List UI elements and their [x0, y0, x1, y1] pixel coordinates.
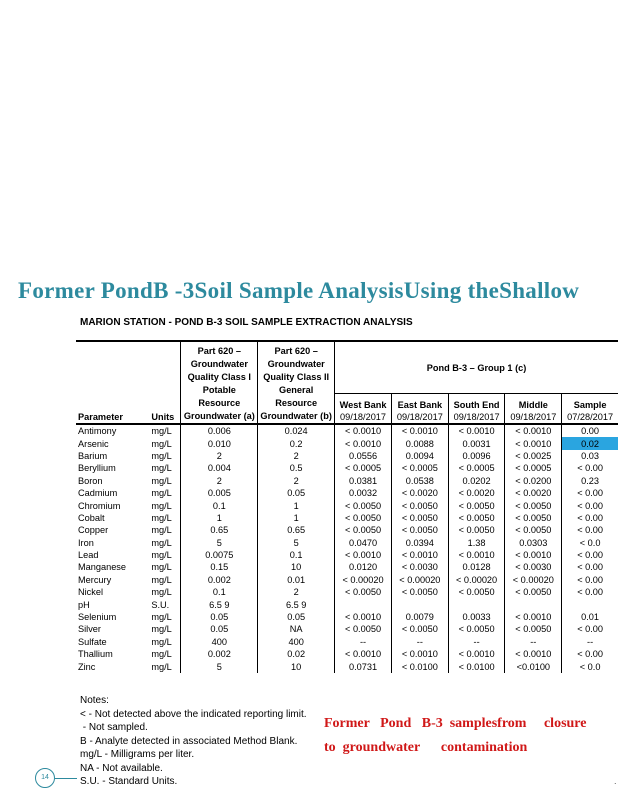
cell-result: < 0.0050 [335, 586, 392, 598]
cell-parameter: Selenium [78, 612, 117, 623]
table-title: MARION STATION - POND B-3 SOIL SAMPLE EXTRACTION ANALYSIS [80, 317, 413, 328]
cell-parameter: Beryllium [78, 463, 116, 474]
soil-analysis-table [76, 340, 618, 673]
cell-standard-2: 10 [258, 660, 335, 672]
cell-result: < 0.00 [562, 524, 618, 536]
cell-standard-2: 10 [258, 561, 335, 573]
cell-standard-2: 0.1 [258, 549, 335, 561]
table-row [76, 499, 618, 511]
cell-parameter: Manganese [78, 562, 127, 573]
cell-standard-2: 0.5 [258, 462, 335, 474]
cell-result: -- [335, 636, 392, 648]
cell-units: mg/L [151, 624, 172, 635]
cell-result: < 0.00 [562, 648, 618, 660]
header-location: South End 09/18/2017 [448, 394, 505, 424]
cell-standard-1: 0.65 [181, 524, 258, 536]
table-row [76, 537, 618, 549]
cell-standard-2: 2 [258, 450, 335, 462]
cell-units: mg/L [151, 612, 172, 623]
table-row [76, 450, 618, 462]
cell-result: < 0.0200 [505, 475, 562, 487]
cell-result: < 0.00 [562, 561, 618, 573]
cell-standard-1: 6.5 9 [181, 598, 258, 610]
cell-standard-1: 0.005 [181, 487, 258, 499]
cell-result: < 0.0010 [335, 648, 392, 660]
header-standard-class-1: Part 620 – Groundwater Quality Class I Potable Resource Groundwater (a) [181, 341, 258, 424]
cell-parameter: Zinc [78, 661, 96, 672]
cell-result: -- [505, 636, 562, 648]
cell-standard-2: 1 [258, 512, 335, 524]
caption [324, 712, 618, 760]
cell-result: 0.0032 [335, 487, 392, 499]
cell-result: < 0.0010 [505, 424, 562, 437]
cell-result: < 0.0030 [391, 561, 448, 573]
cell-result [448, 598, 505, 610]
cell-standard-2: NA [258, 623, 335, 635]
cell-result: < 0.00020 [335, 574, 392, 586]
cell-standard-2: 5 [258, 537, 335, 549]
cell-standard-1: 2 [181, 450, 258, 462]
cell-standard-2: 0.02 [258, 648, 335, 660]
cell-units: mg/L [151, 438, 172, 449]
table-row [76, 437, 618, 449]
cell-result: < 0.00 [562, 586, 618, 598]
cell-parameter: Antimony [78, 426, 117, 437]
cell-result: < 0.0050 [505, 512, 562, 524]
cell-result: < 0.0050 [448, 623, 505, 635]
table-row [76, 636, 618, 648]
cell-units: mg/L [151, 587, 172, 598]
cell-standard-2: 1 [258, 499, 335, 511]
cell-standard-2: 0.01 [258, 574, 335, 586]
cell-result: < 0.0100 [448, 660, 505, 672]
cell-result: 0.0031 [448, 437, 505, 449]
header-group: Pond B-3 – Group 1 (c) [335, 341, 618, 394]
page-number: 14 [35, 768, 55, 788]
cell-parameter: Cobalt [78, 512, 105, 523]
note-line: S.U. - Standard Units. [80, 776, 178, 787]
cell-units: mg/L [151, 463, 172, 474]
cell-result: 0.02 [562, 437, 618, 449]
cell-parameter: Silver [78, 624, 101, 635]
cell-result: 0.0394 [391, 537, 448, 549]
header-parameter: Parameter [78, 412, 123, 422]
cell-units: mg/L [151, 450, 172, 461]
table-row [76, 487, 618, 499]
cell-result: < 0.00020 [505, 574, 562, 586]
cell-result: < 0.00 [562, 462, 618, 474]
cell-result [391, 598, 448, 610]
cell-result: < 0.0010 [448, 424, 505, 437]
cell-result: 0.03 [562, 450, 618, 462]
cell-units: mg/L [151, 500, 172, 511]
cell-units: mg/L [151, 512, 172, 523]
cell-units: mg/L [151, 574, 172, 585]
table-row [76, 648, 618, 660]
cell-standard-1: 0.1 [181, 499, 258, 511]
cell-result: < 0.0100 [391, 660, 448, 672]
table-row [76, 475, 618, 487]
edge-mark: . [614, 776, 617, 786]
cell-parameter: Lead [78, 550, 99, 561]
cell-result: < 0.0050 [448, 499, 505, 511]
cell-result: 0.0556 [335, 450, 392, 462]
cell-units: mg/L [151, 426, 172, 437]
table-row [76, 512, 618, 524]
cell-standard-1: 5 [181, 660, 258, 672]
cell-result: < 0.0010 [505, 549, 562, 561]
cell-standard-1: 0.0075 [181, 549, 258, 561]
cell-result: -- [448, 636, 505, 648]
cell-parameter: Thallium [78, 649, 113, 660]
data-table-container [76, 340, 618, 694]
cell-result: <0.0100 [505, 660, 562, 672]
cell-result [335, 598, 392, 610]
cell-result: 0.01 [562, 611, 618, 623]
cell-result: < 0.0020 [505, 487, 562, 499]
cell-units: mg/L [151, 550, 172, 561]
cell-parameter: Mercury [78, 574, 112, 585]
cell-result: < 0.0010 [391, 424, 448, 437]
cell-standard-2: 0.05 [258, 487, 335, 499]
note-line: - Not sampled. [80, 722, 148, 733]
cell-result: < 0.0010 [335, 549, 392, 561]
cell-result: 0.0538 [391, 475, 448, 487]
cell-units: mg/L [151, 525, 172, 536]
cell-result: < 0.0010 [391, 648, 448, 660]
cell-result: < 0.0010 [391, 549, 448, 561]
table-row [76, 598, 618, 610]
table-row [76, 586, 618, 598]
cell-result [562, 598, 618, 610]
cell-result: < 0.0010 [448, 549, 505, 561]
cell-standard-2: 400 [258, 636, 335, 648]
header-location: West Bank 09/18/2017 [335, 394, 392, 424]
cell-result: < 0.0020 [391, 487, 448, 499]
table-row [76, 549, 618, 561]
cell-result: < 0.0050 [505, 499, 562, 511]
cell-result: < 0.0005 [448, 462, 505, 474]
cell-result: < 0.0010 [335, 611, 392, 623]
cell-standard-1: 0.05 [181, 623, 258, 635]
cell-result: 0.0202 [448, 475, 505, 487]
cell-result: 0.0033 [448, 611, 505, 623]
cell-result: < 0.0010 [335, 424, 392, 437]
cell-result: < 0.0010 [505, 611, 562, 623]
cell-standard-1: 0.002 [181, 574, 258, 586]
cell-parameter: Boron [78, 475, 103, 486]
cell-parameter: Barium [78, 450, 108, 461]
cell-result: 0.0120 [335, 561, 392, 573]
cell-result: 0.0096 [448, 450, 505, 462]
header-standard-class-2: Part 620 – Groundwater Quality Class II General Resource Groundwater (b) [258, 341, 335, 424]
cell-units: mg/L [151, 488, 172, 499]
note-line: Notes: [80, 695, 109, 706]
cell-result: < 0.0050 [448, 512, 505, 524]
cell-result: < 0.0 [562, 537, 618, 549]
cell-parameter: Iron [78, 537, 94, 548]
notes [80, 694, 307, 789]
cell-result: < 0.00 [562, 512, 618, 524]
table-row [76, 524, 618, 536]
cell-result: 0.0381 [335, 475, 392, 487]
cell-result: < 0.00 [562, 487, 618, 499]
cell-standard-2: 6.5 9 [258, 598, 335, 610]
cell-result: < 0.0005 [335, 462, 392, 474]
cell-result: < 0.0050 [391, 499, 448, 511]
note-line: < - Not detected above the indicated reporting limit. [80, 708, 307, 720]
cell-standard-2: 0.65 [258, 524, 335, 536]
cell-standard-2: 0.2 [258, 437, 335, 449]
cell-result: < 0.00 [562, 549, 618, 561]
cell-result: < 0.0030 [505, 561, 562, 573]
cell-result: < 0.0 [562, 660, 618, 672]
cell-standard-2: 2 [258, 586, 335, 598]
cell-standard-1: 2 [181, 475, 258, 487]
cell-result: < 0.00020 [391, 574, 448, 586]
cell-standard-1: 0.05 [181, 611, 258, 623]
header-location: Sample 07/28/2017 [562, 394, 618, 424]
cell-standard-1: 0.006 [181, 424, 258, 437]
slide-title: Former PondB -3Soil Sample AnalysisUsing theShallow [18, 278, 580, 303]
table-row [76, 623, 618, 635]
cell-result: < 0.0010 [505, 437, 562, 449]
table-row [76, 561, 618, 573]
cell-result: 1.38 [448, 537, 505, 549]
cell-result: 0.0079 [391, 611, 448, 623]
cell-result: < 0.00020 [448, 574, 505, 586]
cell-result: 0.23 [562, 475, 618, 487]
cell-result: < 0.0025 [505, 450, 562, 462]
cell-result: 0.0303 [505, 537, 562, 549]
cell-standard-1: 1 [181, 512, 258, 524]
cell-parameter: Cadmium [78, 488, 118, 499]
cell-result: 0.0470 [335, 537, 392, 549]
cell-result: < 0.0050 [391, 586, 448, 598]
cell-standard-1: 0.15 [181, 561, 258, 573]
table-row [76, 424, 618, 437]
cell-result: < 0.00 [562, 623, 618, 635]
cell-standard-2: 0.05 [258, 611, 335, 623]
cell-result: < 0.0010 [448, 648, 505, 660]
table-row [76, 574, 618, 586]
cell-units: mg/L [151, 475, 172, 486]
note-line: NA - Not available. [80, 762, 163, 774]
cell-parameter: Copper [78, 525, 109, 536]
cell-result: < 0.0050 [505, 524, 562, 536]
cell-result: < 0.0050 [335, 524, 392, 536]
table-row [76, 611, 618, 623]
cell-result: < 0.0050 [505, 623, 562, 635]
cell-result: < 0.0050 [505, 586, 562, 598]
page-number-line [55, 778, 77, 779]
cell-result: -- [562, 636, 618, 648]
cell-result: < 0.0050 [335, 512, 392, 524]
cell-result: -- [391, 636, 448, 648]
cell-parameter: Sulfate [78, 636, 107, 647]
cell-result [505, 598, 562, 610]
cell-standard-1: 0.002 [181, 648, 258, 660]
cell-result: < 0.0050 [391, 512, 448, 524]
cell-standard-1: 0.010 [181, 437, 258, 449]
cell-result: 0.0731 [335, 660, 392, 672]
cell-units: mg/L [151, 661, 172, 672]
cell-parameter: Arsenic [78, 438, 109, 449]
cell-result: < 0.0010 [505, 648, 562, 660]
cell-result: < 0.0050 [391, 623, 448, 635]
cell-parameter: Chromium [78, 500, 121, 511]
note-line: B - Analyte detected in associated Method Blank. [80, 735, 298, 747]
cell-units: mg/L [151, 562, 172, 573]
note-line: mg/L - Milligrams per liter. [80, 749, 195, 760]
header-location: East Bank 09/18/2017 [391, 394, 448, 424]
cell-result: < 0.0050 [391, 524, 448, 536]
cell-standard-1: 5 [181, 537, 258, 549]
cell-standard-1: 0.1 [181, 586, 258, 598]
cell-result: < 0.0010 [335, 437, 392, 449]
cell-result: < 0.0020 [448, 487, 505, 499]
cell-units: mg/L [151, 636, 172, 647]
cell-units: S.U. [151, 599, 170, 610]
cell-result: < 0.0005 [505, 462, 562, 474]
cell-units: mg/L [151, 649, 172, 660]
cell-result: < 0.0005 [391, 462, 448, 474]
header-location: Middle 09/18/2017 [505, 394, 562, 424]
cell-result: 0.0088 [391, 437, 448, 449]
cell-result: 0.0094 [391, 450, 448, 462]
cell-standard-1: 0.004 [181, 462, 258, 474]
cell-units: mg/L [151, 537, 172, 548]
cell-result: < 0.0050 [335, 499, 392, 511]
cell-result: 0.00 [562, 424, 618, 437]
cell-standard-2: 0.024 [258, 424, 335, 437]
cell-result: < 0.00 [562, 574, 618, 586]
cell-standard-2: 2 [258, 475, 335, 487]
caption-line: Former Pond B-3 samplesfrom closure [324, 716, 587, 731]
cell-result: < 0.00 [562, 499, 618, 511]
cell-result: < 0.0050 [448, 586, 505, 598]
cell-result: 0.0128 [448, 561, 505, 573]
cell-result: < 0.0050 [335, 623, 392, 635]
cell-parameter: Nickel [78, 587, 104, 598]
header-units: Units [151, 412, 175, 422]
cell-parameter: pH [78, 599, 90, 610]
cell-result: < 0.0050 [448, 524, 505, 536]
table-row [76, 462, 618, 474]
table-row [76, 660, 618, 672]
cell-standard-1: 400 [181, 636, 258, 648]
caption-line: to groundwater contamination [324, 740, 528, 755]
